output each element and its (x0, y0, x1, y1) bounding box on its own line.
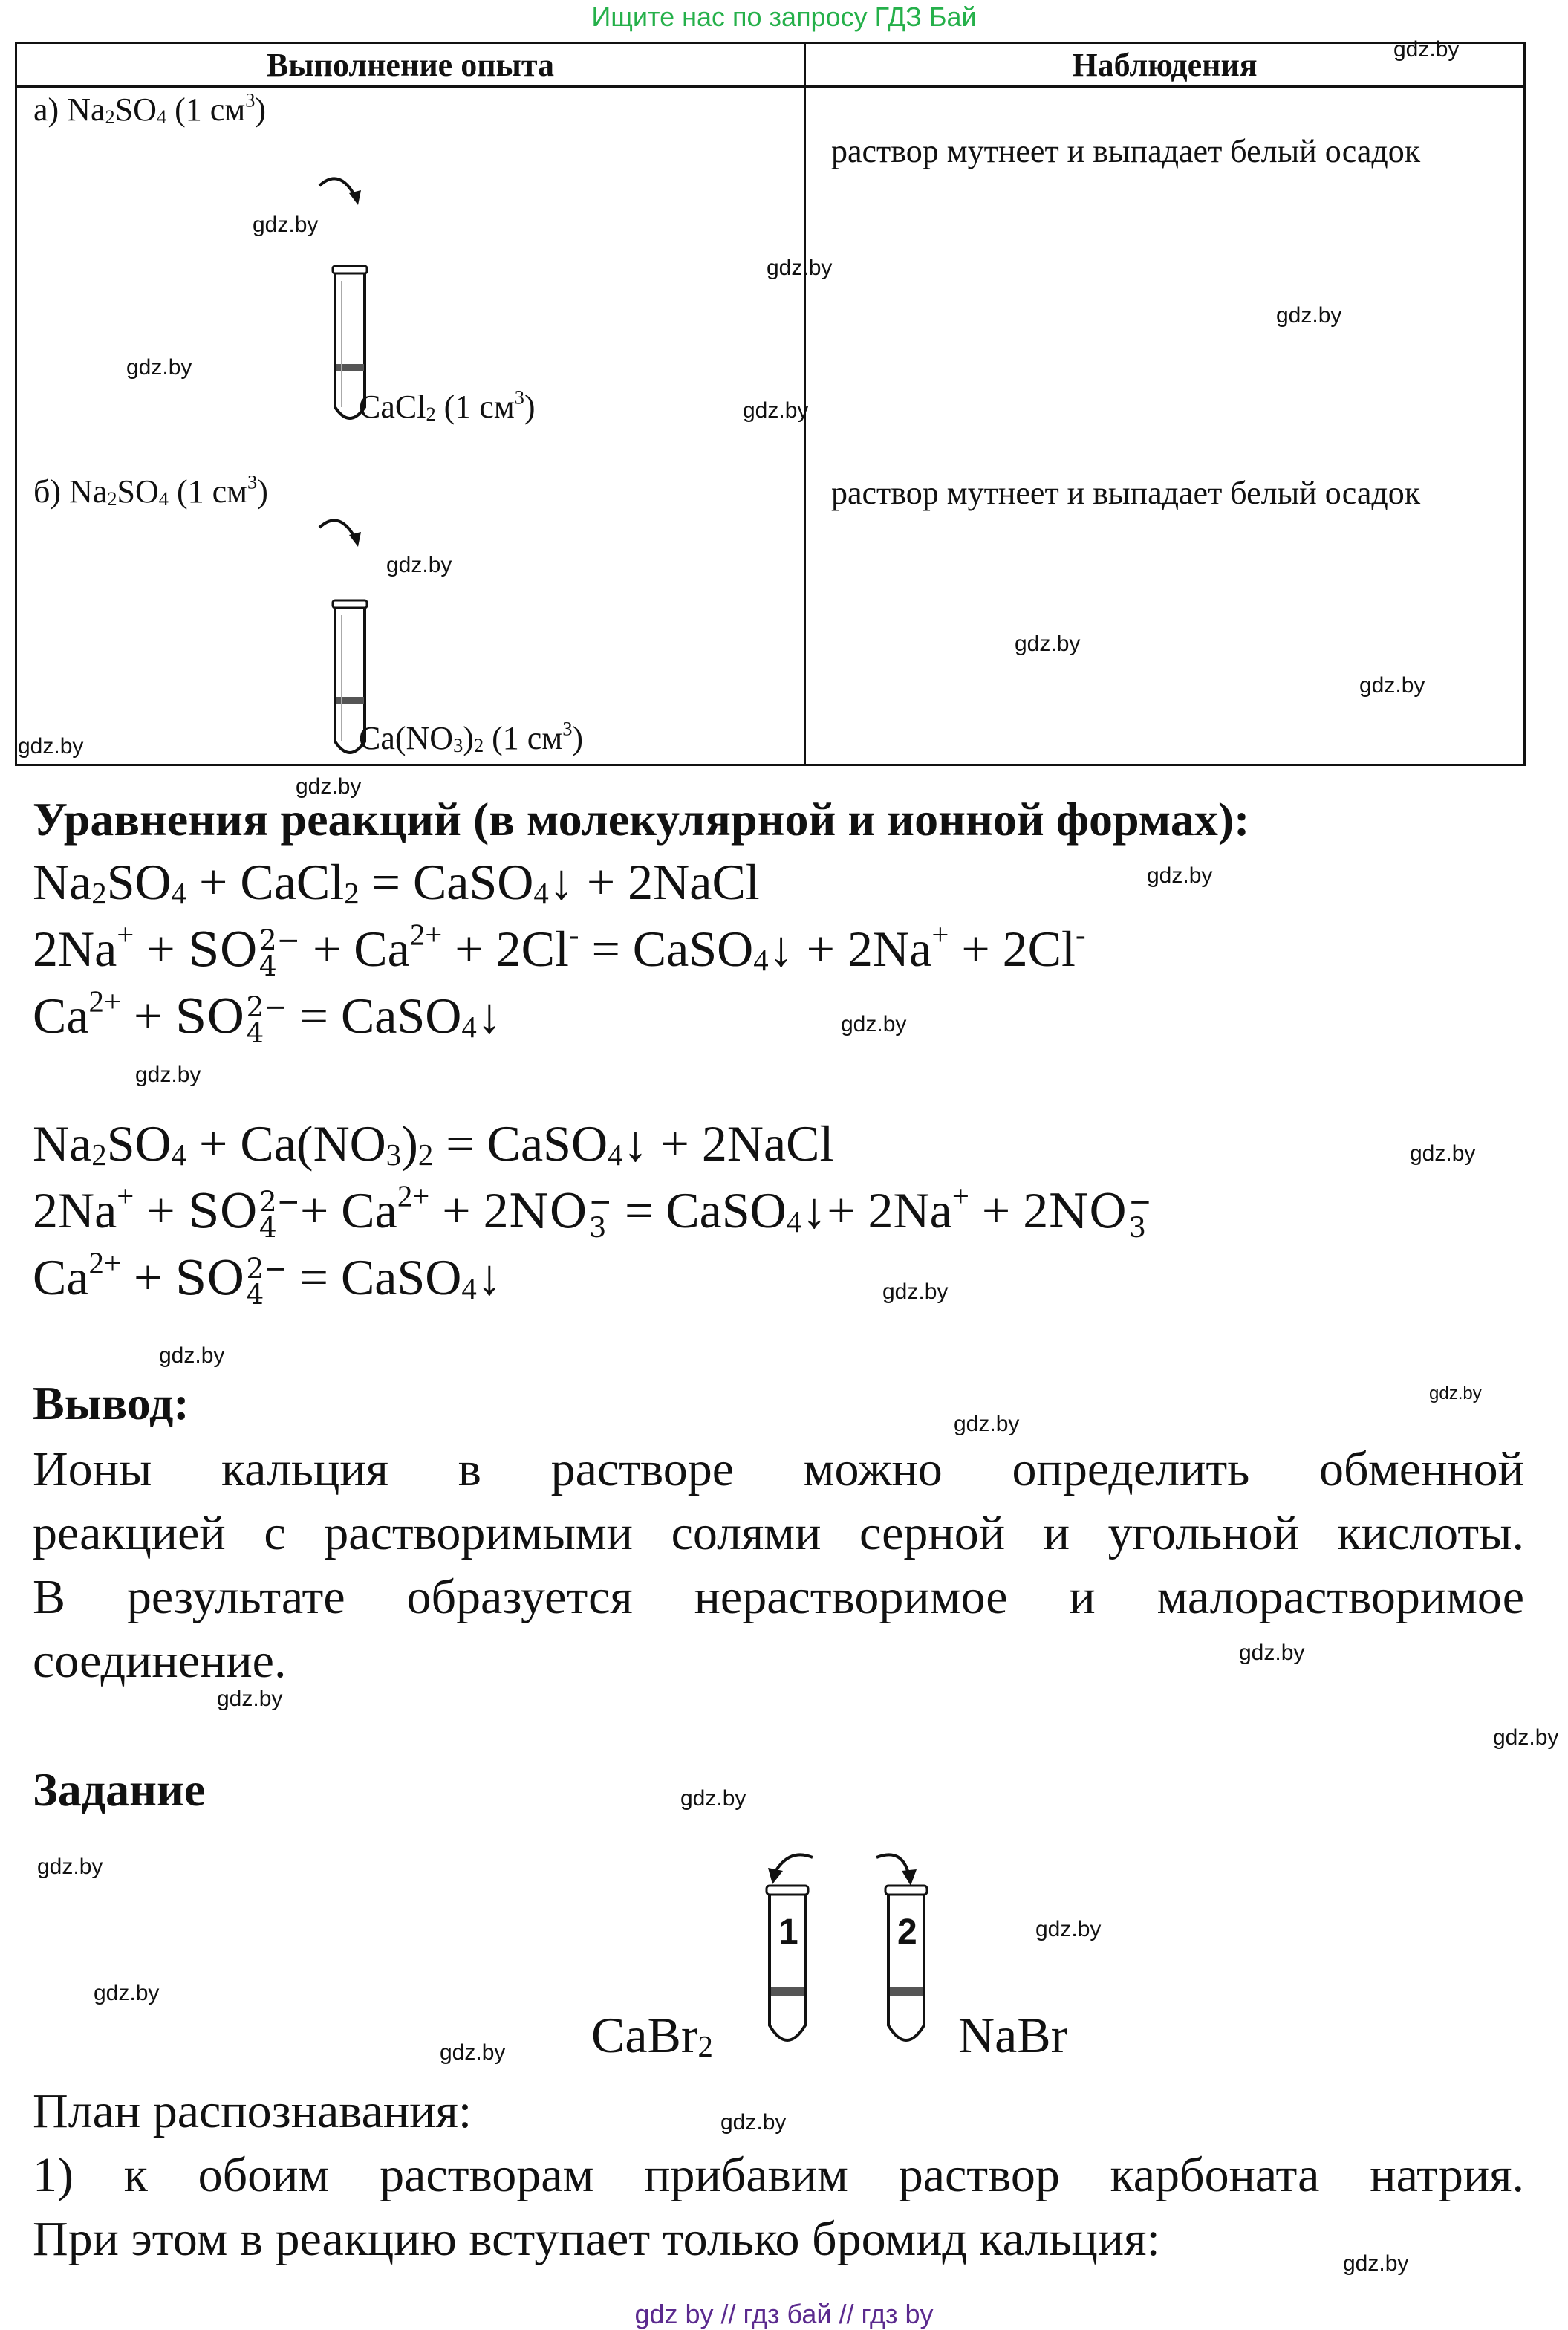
footer-links[interactable]: gdz by // гдз бай // гдз by (634, 2299, 934, 2329)
watermark: gdz.by (1015, 632, 1081, 656)
substance-right: NaBr (958, 2007, 1068, 2063)
watermark: gdz.by (296, 774, 362, 799)
conclusion-heading: Вывод: (33, 1377, 189, 1430)
watermark: gdz.by (1239, 1641, 1305, 1665)
watermark: gdz.by (1035, 1917, 1102, 1941)
watermark: gdz.by (1410, 1141, 1476, 1166)
watermark: gdz.by (1493, 1725, 1559, 1750)
procedure-cell (16, 87, 805, 765)
equation-2-full-ionic: 2Na+ + SO 2− 4 + $Ca^{2+} + 2NO$ − 3 = CaSO$_4$↓+ 2Na+ + 2NO − 3 (33, 1179, 1152, 1244)
task-heading: Задание (33, 1763, 206, 1816)
watermark: gdz.by (1429, 1383, 1482, 1403)
observation-b: раствор мутнеет и выпадает белый осадок (831, 475, 1421, 511)
watermark: gdz.by (1343, 2251, 1409, 2276)
observations-cell (805, 87, 1525, 765)
watermark: gdz.by (680, 1786, 746, 1811)
watermark: gdz.by (743, 398, 809, 423)
watermark: gdz.by (1147, 863, 1213, 888)
column-header-procedure: Выполнение опыта (16, 43, 805, 87)
equation-1-short-ionic: $Ca^{2+}$ + SO 2− 4 = CaSO$_4$↓ (33, 984, 502, 1050)
watermark: gdz.by (720, 2110, 787, 2135)
plan-heading: План распознавания: (33, 2084, 472, 2138)
equations-heading: Уравнения реакций (в молекулярной и ионной формах): (33, 793, 1250, 846)
watermark: gdz.by (126, 355, 192, 380)
conclusion-line-4: соединение. (33, 1634, 287, 1688)
watermark: gdz.by (1276, 303, 1342, 328)
watermark: gdz.by (253, 212, 319, 237)
substance-left: CaBr$_2$ (591, 2007, 713, 2064)
equation-2-molecular: $Na_2SO_4 + Ca(NO_3)_2$ = CaSO$_4$↓ + 2NaCl (33, 1115, 834, 1172)
watermark: gdz.by (1393, 37, 1460, 62)
test-tubes-pair-icon (750, 1825, 958, 2063)
watermark: gdz.by (37, 1854, 103, 1879)
watermark: gdz.by (18, 734, 84, 759)
tube-2-label: 2 (897, 1912, 917, 1952)
watermark: gdz.by (882, 1279, 949, 1304)
watermark: gdz.by (94, 1981, 160, 2005)
watermark: gdz.by (1359, 673, 1425, 698)
conclusion-line-2: реакцией с растворимыми солями серной и угольной кислоты. (33, 1506, 1524, 1560)
reagent-b2: $Ca(NO_3)_2$ (1 $см^3$) (359, 717, 584, 756)
watermark: gdz.by (159, 1343, 225, 1368)
watermark: gdz.by (135, 1062, 201, 1087)
watermark: gdz.by (217, 1687, 283, 1711)
watermark: gdz.by (767, 256, 833, 280)
plan-line-2: При этом в реакцию вступает только бромид кальция: (33, 2212, 1160, 2266)
watermark: gdz.by (440, 2040, 506, 2065)
reagent-b1: б) $Na_2SO_4$ (1 $см^3$) (33, 470, 268, 510)
column-header-observations: Наблюдения (805, 43, 1525, 87)
tube-1-label: 1 (778, 1912, 798, 1952)
reagent-a2: CaCl$_2$ (1 $см^3$) (359, 386, 536, 425)
watermark: gdz.by (386, 553, 452, 577)
plan-line-1: 1) к обоим растворам прибавим раствор карбоната натрия. (33, 2148, 1524, 2202)
top-banner-link[interactable]: Ищите нас по запросу ГДЗ Бай (591, 1, 977, 32)
watermark: gdz.by (841, 1012, 907, 1036)
equation-1-full-ionic: 2Na+ + SO 2− 4 + $Ca^{2+} + 2Cl^-$ = CaSO$_4$↓ + 2Na+ + 2Cl- (33, 918, 1086, 983)
watermark: gdz.by (954, 1412, 1020, 1436)
equation-2-short-ionic: $Ca^{2+}$ + SO 2− 4 = CaSO$_4$↓ (33, 1246, 502, 1311)
conclusion-line-3: В результате образуется нерастворимое и малорастворимое (33, 1570, 1524, 1624)
reagent-a1: а) $Na_2SO_4$ (1 $см^3$) (33, 88, 267, 128)
observation-a: раствор мутнеет и выпадает белый осадок (831, 133, 1421, 169)
equation-1-molecular: $Na_2SO_4$ + CaCl$_2$ = CaSO$_4$↓ + 2NaCl (33, 854, 760, 911)
conclusion-line-1: Ионы кальция в растворе можно определить обменной (33, 1442, 1524, 1496)
